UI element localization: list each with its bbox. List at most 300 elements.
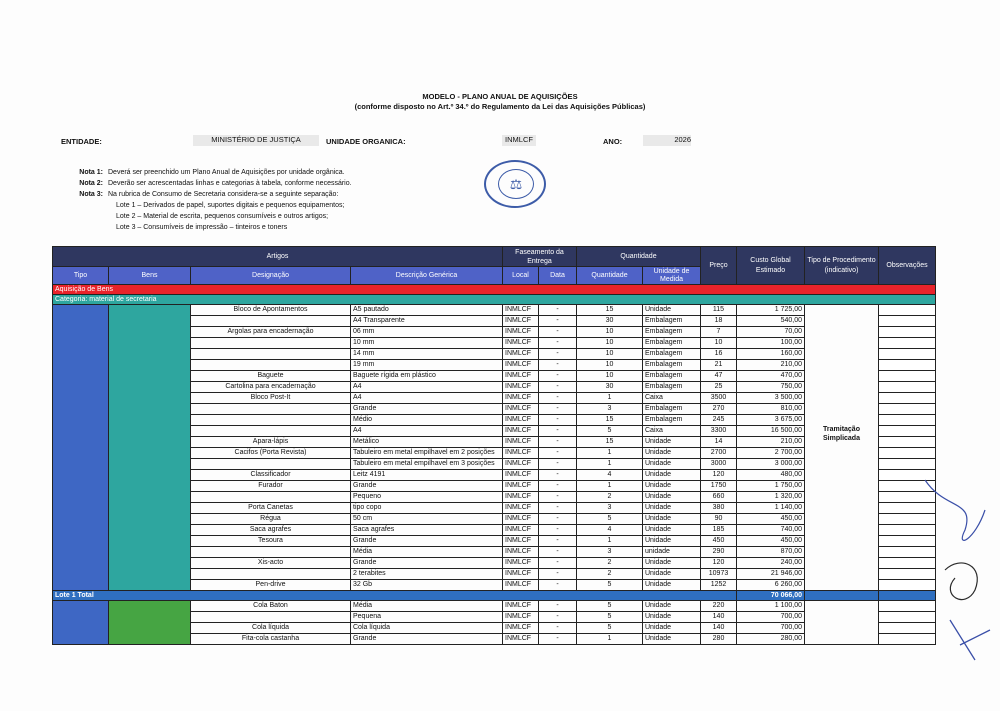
table-row <box>53 601 936 612</box>
designacao-cell: Tesoura <box>191 536 351 547</box>
scales-of-justice-seal-icon: ⚖ <box>484 160 546 208</box>
designacao-cell: Bloco de Apontamentos <box>191 305 351 316</box>
data-cell: - <box>539 525 577 536</box>
local-cell: INMLCF <box>503 371 539 382</box>
custo-cell: 280,00 <box>737 634 805 645</box>
quantidade-cell: 2 <box>577 492 643 503</box>
designacao-cell: Bloco Post-It <box>191 393 351 404</box>
quantidade-cell: 1 <box>577 481 643 492</box>
data-cell: - <box>539 404 577 415</box>
designacao-cell <box>191 349 351 360</box>
data-cell: - <box>539 338 577 349</box>
quantidade-cell: 1 <box>577 448 643 459</box>
custo-cell: 21 946,00 <box>737 569 805 580</box>
data-cell: - <box>539 415 577 426</box>
unidade-cell: Embalagem <box>643 382 701 393</box>
preco-cell: 1252 <box>701 580 737 591</box>
observacoes-cell <box>879 415 936 426</box>
designacao-cell: Baguete <box>191 371 351 382</box>
descricao-cell: A4 <box>351 426 503 437</box>
descricao-cell: 32 Gb <box>351 580 503 591</box>
procedimento-cell <box>805 601 879 645</box>
procedimento-cell: Tramitação Simplicada <box>805 305 879 591</box>
designacao-cell <box>191 415 351 426</box>
data-cell: - <box>539 382 577 393</box>
preco-cell: 3500 <box>701 393 737 404</box>
data-cell: - <box>539 393 577 404</box>
descricao-cell: Grande <box>351 536 503 547</box>
unidade-cell: Unidade <box>643 612 701 623</box>
data-cell: - <box>539 612 577 623</box>
quantidade-cell: 3 <box>577 503 643 514</box>
descricao-cell: Média <box>351 601 503 612</box>
header-preco: Preço <box>701 247 737 285</box>
designacao-cell <box>191 316 351 327</box>
quantidade-cell: 2 <box>577 558 643 569</box>
local-cell: INMLCF <box>503 404 539 415</box>
unidade-cell: Embalagem <box>643 338 701 349</box>
descricao-cell: Grande <box>351 404 503 415</box>
local-cell: INMLCF <box>503 305 539 316</box>
local-cell: INMLCF <box>503 481 539 492</box>
preco-cell: 380 <box>701 503 737 514</box>
local-cell: INMLCF <box>503 601 539 612</box>
descricao-cell: Baguete rígida em plástico <box>351 371 503 382</box>
observacoes-cell <box>879 426 936 437</box>
quantidade-cell: 5 <box>577 426 643 437</box>
descricao-cell: Cola líquida <box>351 623 503 634</box>
descricao-cell: 2 terabites <box>351 569 503 580</box>
unidade-cell: Caixa <box>643 393 701 404</box>
data-cell: - <box>539 426 577 437</box>
descricao-cell: Tabuleiro em metal empilhavel em 3 posições <box>351 459 503 470</box>
custo-cell: 1 100,00 <box>737 601 805 612</box>
quantidade-cell: 3 <box>577 404 643 415</box>
band-categoria: Categoria: material de secretaria <box>53 295 936 305</box>
local-cell: INMLCF <box>503 316 539 327</box>
designacao-cell: Furador <box>191 481 351 492</box>
lote-1-total-value: 70 066,00 <box>737 591 805 601</box>
designacao-cell <box>191 612 351 623</box>
quantidade-cell: 5 <box>577 601 643 612</box>
quantidade-cell: 5 <box>577 612 643 623</box>
custo-cell: 700,00 <box>737 623 805 634</box>
quantidade-cell: 30 <box>577 316 643 327</box>
table-row <box>53 305 936 316</box>
nota-3-text: Na rubrica de Consumo de Secretaria considera-se a seguinte separação: <box>108 191 339 198</box>
local-cell: INMLCF <box>503 349 539 360</box>
designacao-cell: Classificador <box>191 470 351 481</box>
custo-cell: 750,00 <box>737 382 805 393</box>
local-cell: INMLCF <box>503 338 539 349</box>
quantidade-cell: 4 <box>577 525 643 536</box>
preco-cell: 90 <box>701 514 737 525</box>
lote-1-total-row <box>53 591 936 601</box>
preco-cell: 660 <box>701 492 737 503</box>
quantidade-cell: 1 <box>577 459 643 470</box>
designacao-cell: Cola líquida <box>191 623 351 634</box>
observacoes-cell <box>879 305 936 316</box>
observacoes-cell <box>879 349 936 360</box>
quantidade-cell: 30 <box>577 382 643 393</box>
header-bens: Bens <box>109 267 191 285</box>
preco-cell: 1750 <box>701 481 737 492</box>
unidade-cell: Caixa <box>643 426 701 437</box>
preco-cell: 3300 <box>701 426 737 437</box>
designacao-cell: Cola Baton <box>191 601 351 612</box>
unidade-cell: unidade <box>643 547 701 558</box>
custo-cell: 3 000,00 <box>737 459 805 470</box>
designacao-cell: Saca agrafes <box>191 525 351 536</box>
local-cell: INMLCF <box>503 415 539 426</box>
designacao-cell <box>191 360 351 371</box>
local-cell: INMLCF <box>503 558 539 569</box>
designacao-cell: Porta Canetas <box>191 503 351 514</box>
designacao-cell <box>191 426 351 437</box>
custo-cell: 480,00 <box>737 470 805 481</box>
quantidade-cell: 3 <box>577 547 643 558</box>
designacao-cell <box>191 492 351 503</box>
custo-cell: 700,00 <box>737 612 805 623</box>
custo-cell: 100,00 <box>737 338 805 349</box>
custo-cell: 3 675,00 <box>737 415 805 426</box>
custo-cell: 2 700,00 <box>737 448 805 459</box>
data-cell: - <box>539 470 577 481</box>
unidade-cell: Embalagem <box>643 349 701 360</box>
header-artigos: Artigos <box>53 247 503 267</box>
preco-cell: 245 <box>701 415 737 426</box>
local-cell: INMLCF <box>503 569 539 580</box>
local-cell: INMLCF <box>503 360 539 371</box>
unidade-cell: Unidade <box>643 459 701 470</box>
unidade-cell: Unidade <box>643 437 701 448</box>
descricao-cell: Média <box>351 547 503 558</box>
designacao-cell: Xis-acto <box>191 558 351 569</box>
local-cell: INMLCF <box>503 623 539 634</box>
unidade-cell: Unidade <box>643 503 701 514</box>
ano-value: 2026 <box>643 135 691 146</box>
preco-cell: 280 <box>701 634 737 645</box>
preco-cell: 10 <box>701 338 737 349</box>
custo-cell: 540,00 <box>737 316 805 327</box>
local-cell: INMLCF <box>503 470 539 481</box>
custo-cell: 210,00 <box>737 360 805 371</box>
data-cell: - <box>539 459 577 470</box>
data-cell: - <box>539 481 577 492</box>
header-designacao: Designação <box>191 267 351 285</box>
document-title: MODELO - PLANO ANUAL DE AQUISIÇÕES <box>422 92 578 101</box>
observacoes-cell <box>879 404 936 415</box>
designacao-cell <box>191 569 351 580</box>
descricao-cell: Saca agrafes <box>351 525 503 536</box>
descricao-cell: 50 cm <box>351 514 503 525</box>
designacao-cell: Cacifos (Porta Revista) <box>191 448 351 459</box>
local-cell: INMLCF <box>503 382 539 393</box>
unidade-cell: Embalagem <box>643 371 701 382</box>
header-local: Local <box>503 267 539 285</box>
data-cell: - <box>539 349 577 360</box>
nota-1-label: Nota 1: <box>79 169 103 176</box>
quantidade-cell: 10 <box>577 327 643 338</box>
unidade-cell: Embalagem <box>643 404 701 415</box>
local-cell: INMLCF <box>503 503 539 514</box>
local-cell: INMLCF <box>503 327 539 338</box>
quantidade-cell: 15 <box>577 437 643 448</box>
preco-cell: 140 <box>701 612 737 623</box>
designacao-cell <box>191 547 351 558</box>
quantidade-cell: 1 <box>577 634 643 645</box>
data-cell: - <box>539 448 577 459</box>
unidade-cell: Unidade <box>643 481 701 492</box>
nota-2-text: Deverão ser acrescentadas linhas e categorias à tabela, conforme necessário. <box>108 180 352 187</box>
preco-cell: 290 <box>701 547 737 558</box>
descricao-cell: 19 mm <box>351 360 503 371</box>
descricao-cell: Tabuleiro em metal empilhavel em 2 posições <box>351 448 503 459</box>
header-quantidade: Quantidade <box>577 267 643 285</box>
local-cell: INMLCF <box>503 492 539 503</box>
preco-cell: 14 <box>701 437 737 448</box>
local-cell: INMLCF <box>503 514 539 525</box>
custo-cell: 470,00 <box>737 371 805 382</box>
preco-cell: 220 <box>701 601 737 612</box>
header-quantidade-group: Quantidade <box>577 247 701 267</box>
header-faseamento: Faseamento da Entrega <box>503 247 577 267</box>
custo-cell: 70,00 <box>737 327 805 338</box>
preco-cell: 7 <box>701 327 737 338</box>
ano-label: ANO: <box>603 137 623 146</box>
preco-cell: 270 <box>701 404 737 415</box>
header-tipo: Tipo <box>53 267 109 285</box>
descricao-cell: Pequeno <box>351 492 503 503</box>
descricao-cell: Grande <box>351 558 503 569</box>
local-cell: INMLCF <box>503 426 539 437</box>
custo-cell: 1 725,00 <box>737 305 805 316</box>
local-cell: INMLCF <box>503 525 539 536</box>
designacao-cell: Fita-cola castanha <box>191 634 351 645</box>
descricao-cell: A5 pautado <box>351 305 503 316</box>
custo-cell: 450,00 <box>737 536 805 547</box>
local-cell: INMLCF <box>503 634 539 645</box>
local-cell: INMLCF <box>503 612 539 623</box>
data-cell: - <box>539 360 577 371</box>
observacoes-cell <box>879 316 936 327</box>
unidade-cell: Unidade <box>643 536 701 547</box>
descricao-cell: Leitz 4191 <box>351 470 503 481</box>
designacao-cell: Régua <box>191 514 351 525</box>
preco-cell: 120 <box>701 558 737 569</box>
header-unidade-medida: Unidade de Medida <box>643 267 701 285</box>
designacao-cell <box>191 338 351 349</box>
descricao-cell: A4 <box>351 393 503 404</box>
bens-cell <box>109 305 191 591</box>
data-cell: - <box>539 558 577 569</box>
data-cell: - <box>539 305 577 316</box>
unidade-cell: Unidade <box>643 525 701 536</box>
quantidade-cell: 10 <box>577 349 643 360</box>
designacao-cell: Apara-lápis <box>191 437 351 448</box>
header-tipo-procedimento: Tipo de Procedimento (indicativo) <box>805 247 879 285</box>
descricao-cell: Metálico <box>351 437 503 448</box>
unidade-cell: Unidade <box>643 558 701 569</box>
preco-cell: 18 <box>701 316 737 327</box>
unidade-cell: Embalagem <box>643 316 701 327</box>
handwritten-signature-marks <box>915 470 1000 670</box>
data-cell: - <box>539 634 577 645</box>
nota-3-label: Nota 3: <box>79 191 103 198</box>
data-cell: - <box>539 580 577 591</box>
observacoes-cell <box>879 448 936 459</box>
descricao-cell: A4 Transparente <box>351 316 503 327</box>
custo-cell: 450,00 <box>737 514 805 525</box>
custo-cell: 810,00 <box>737 404 805 415</box>
descricao-cell: tipo copo <box>351 503 503 514</box>
designacao-cell: Argolas para encadernação <box>191 327 351 338</box>
nota-2-label: Nota 2: <box>79 180 103 187</box>
descricao-cell: Grande <box>351 634 503 645</box>
custo-cell: 240,00 <box>737 558 805 569</box>
descricao-cell: A4 <box>351 382 503 393</box>
quantidade-cell: 1 <box>577 536 643 547</box>
local-cell: INMLCF <box>503 393 539 404</box>
band-aquisicao-de-bens: Aquisição de Bens <box>53 285 936 295</box>
custo-cell: 16 500,00 <box>737 426 805 437</box>
designacao-cell: Cartolina para encadernação <box>191 382 351 393</box>
designacao-cell: Pen-drive <box>191 580 351 591</box>
custo-cell: 870,00 <box>737 547 805 558</box>
entidade-label: ENTIDADE: <box>61 137 102 146</box>
data-cell: - <box>539 316 577 327</box>
descricao-cell: 10 mm <box>351 338 503 349</box>
local-cell: INMLCF <box>503 580 539 591</box>
observacoes-cell <box>879 459 936 470</box>
custo-cell: 740,00 <box>737 525 805 536</box>
preco-cell: 25 <box>701 382 737 393</box>
observacoes-cell <box>879 371 936 382</box>
header-observacoes: Observações <box>879 247 936 285</box>
data-cell: - <box>539 514 577 525</box>
lote-1-total-blank <box>805 591 879 601</box>
quantidade-cell: 10 <box>577 360 643 371</box>
lote-2-note: Lote 2 – Material de escrita, pequenos consumíveis e outros artigos; <box>116 213 329 220</box>
data-cell: - <box>539 569 577 580</box>
unidade-cell: Unidade <box>643 634 701 645</box>
document-subtitle: (conforme disposto no Art.º 34.º do Regulamento da Lei das Aquisições Públicas) <box>354 102 646 111</box>
quantidade-cell: 10 <box>577 371 643 382</box>
custo-cell: 1 320,00 <box>737 492 805 503</box>
unidade-cell: Unidade <box>643 623 701 634</box>
data-cell: - <box>539 327 577 338</box>
data-cell: - <box>539 492 577 503</box>
quantidade-cell: 5 <box>577 623 643 634</box>
designacao-cell <box>191 459 351 470</box>
unidade-organica-value: INMLCF <box>502 135 536 146</box>
descricao-cell: Pequena <box>351 612 503 623</box>
custo-cell: 3 500,00 <box>737 393 805 404</box>
acquisition-plan-table <box>52 246 936 645</box>
preco-cell: 120 <box>701 470 737 481</box>
unidade-cell: Embalagem <box>643 415 701 426</box>
local-cell: INMLCF <box>503 437 539 448</box>
observacoes-cell <box>879 382 936 393</box>
local-cell: INMLCF <box>503 547 539 558</box>
data-cell: - <box>539 503 577 514</box>
custo-cell: 6 260,00 <box>737 580 805 591</box>
unidade-cell: Unidade <box>643 514 701 525</box>
preco-cell: 140 <box>701 623 737 634</box>
preco-cell: 21 <box>701 360 737 371</box>
header-custo-global: Custo Global Estimado <box>737 247 805 285</box>
preco-cell: 2700 <box>701 448 737 459</box>
data-cell: - <box>539 623 577 634</box>
descricao-cell: Médio <box>351 415 503 426</box>
preco-cell: 450 <box>701 536 737 547</box>
unidade-cell: Embalagem <box>643 327 701 338</box>
unidade-organica-label: UNIDADE ORGANICA: <box>326 137 406 146</box>
local-cell: INMLCF <box>503 448 539 459</box>
lote-1-total-label: Lote 1 Total <box>53 591 737 601</box>
unidade-cell: Unidade <box>643 470 701 481</box>
unidade-cell: Unidade <box>643 448 701 459</box>
observacoes-cell <box>879 393 936 404</box>
quantidade-cell: 1 <box>577 393 643 404</box>
preco-cell: 115 <box>701 305 737 316</box>
local-cell: INMLCF <box>503 459 539 470</box>
quantidade-cell: 15 <box>577 305 643 316</box>
observacoes-cell <box>879 338 936 349</box>
tipo-cell <box>53 601 109 645</box>
preco-cell: 16 <box>701 349 737 360</box>
unidade-cell: Embalagem <box>643 360 701 371</box>
custo-cell: 160,00 <box>737 349 805 360</box>
quantidade-cell: 4 <box>577 470 643 481</box>
preco-cell: 10973 <box>701 569 737 580</box>
preco-cell: 3000 <box>701 459 737 470</box>
unidade-cell: Unidade <box>643 601 701 612</box>
custo-cell: 1 750,00 <box>737 481 805 492</box>
descricao-cell: Grande <box>351 481 503 492</box>
observacoes-cell <box>879 360 936 371</box>
custo-cell: 210,00 <box>737 437 805 448</box>
descricao-cell: 14 mm <box>351 349 503 360</box>
data-cell: - <box>539 437 577 448</box>
unidade-cell: Unidade <box>643 569 701 580</box>
observacoes-cell <box>879 327 936 338</box>
tipo-cell <box>53 305 109 591</box>
quantidade-cell: 5 <box>577 514 643 525</box>
quantidade-cell: 10 <box>577 338 643 349</box>
lote-1-note: Lote 1 – Derivados de papel, suportes digitais e pequenos equipamentos; <box>116 202 345 209</box>
local-cell: INMLCF <box>503 536 539 547</box>
data-cell: - <box>539 371 577 382</box>
data-cell: - <box>539 601 577 612</box>
custo-cell: 1 140,00 <box>737 503 805 514</box>
observacoes-cell <box>879 437 936 448</box>
header-data: Data <box>539 267 577 285</box>
quantidade-cell: 15 <box>577 415 643 426</box>
unidade-cell: Unidade <box>643 580 701 591</box>
unidade-cell: Unidade <box>643 492 701 503</box>
designacao-cell <box>191 404 351 415</box>
header-descricao: Descrição Genérica <box>351 267 503 285</box>
descricao-cell: 06 mm <box>351 327 503 338</box>
quantidade-cell: 2 <box>577 569 643 580</box>
bens-cell <box>109 601 191 645</box>
nota-1-text: Deverá ser preenchido um Plano Anual de Aquisições por unidade orgânica. <box>108 169 345 176</box>
unidade-cell: Unidade <box>643 305 701 316</box>
quantidade-cell: 5 <box>577 580 643 591</box>
preco-cell: 47 <box>701 371 737 382</box>
data-cell: - <box>539 536 577 547</box>
